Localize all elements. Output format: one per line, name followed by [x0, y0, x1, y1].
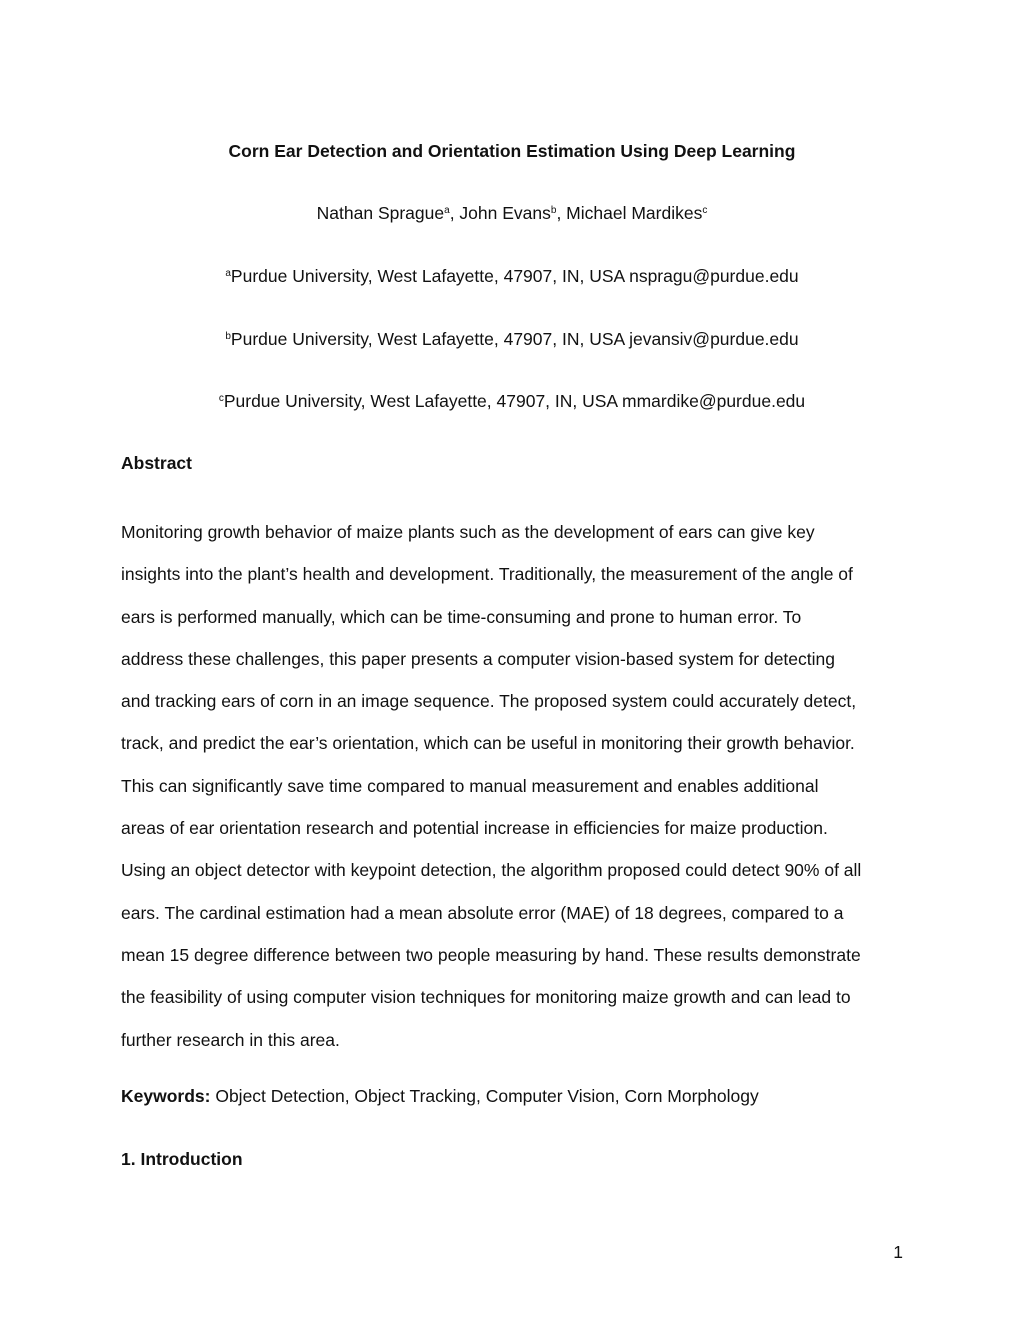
- author-separator: ,: [556, 203, 567, 223]
- page-number: 1: [893, 1242, 903, 1262]
- author-name: John Evans: [459, 203, 551, 223]
- author-name: Nathan Sprague: [316, 203, 445, 223]
- affiliation-text: Purdue University, West Lafayette, 47907, IN, USA nspragu@purdue.edu: [230, 266, 799, 286]
- abstract-line: the feasibility of using computer vision techniques for monitoring maize growth and can lead to: [121, 987, 851, 1008]
- affiliation-mark: c: [218, 393, 224, 404]
- abstract-body: [121, 511, 911, 1061]
- abstract-line: This can significantly save time compared to manual measurement and enables additional: [121, 775, 819, 796]
- abstract-heading: Abstract: [121, 453, 192, 473]
- abstract-line: track, and predict the ear’s orientation, which can be useful in monitoring their growth behavior.: [121, 733, 855, 754]
- abstract-line: Monitoring growth behavior of maize plants such as the development of ears can give key: [121, 522, 815, 542]
- author-separator: ,: [449, 203, 460, 223]
- paper-title: Corn Ear Detection and Orientation Estimation Using Deep Learning: [228, 141, 796, 161]
- abstract-line: ears is performed manually, which can be time-consuming and prone to human error. To: [121, 606, 802, 627]
- abstract-line: ears. The cardinal estimation had a mean absolute error (MAE) of 18 degrees, compared to a: [121, 902, 844, 923]
- abstract-line: address these challenges, this paper presents a computer vision-based system for detecting: [121, 648, 835, 669]
- abstract-line: insights into the plant’s health and development. Traditionally, the measurement of the angle of: [121, 564, 853, 585]
- affiliation-mark: a: [225, 268, 231, 279]
- author-affiliation-mark: a: [444, 205, 450, 216]
- abstract-line: areas of ear orientation research and potential increase in efficiencies for maize production.: [121, 818, 828, 839]
- affiliation-a: [0, 264, 1024, 288]
- abstract-line: Using an object detector with keypoint detection, the algorithm proposed could detect 90% of all: [121, 860, 862, 881]
- keywords-line: [121, 1084, 759, 1108]
- abstract-line: mean 15 degree difference between two people measuring by hand. These results demonstrate: [121, 944, 861, 965]
- affiliation-text: Purdue University, West Lafayette, 47907, IN, USA mmardike@purdue.edu: [223, 391, 806, 411]
- keywords-text: Object Detection, Object Tracking, Computer Vision, Corn Morphology: [210, 1086, 759, 1106]
- affiliation-text: Purdue University, West Lafayette, 47907, IN, USA jevansiv@purdue.edu: [230, 329, 799, 349]
- affiliation-b: [0, 327, 1024, 351]
- introduction-heading: 1. Introduction: [121, 1149, 243, 1169]
- author-line: [0, 201, 1024, 225]
- abstract-line: and tracking ears of corn in an image sequence. The proposed system could accurately detect,: [121, 691, 857, 712]
- abstract-line: further research in this area.: [121, 1029, 340, 1050]
- affiliation-mark: b: [225, 331, 231, 342]
- affiliation-c: [0, 389, 1024, 413]
- author-affiliation-mark: b: [550, 205, 557, 216]
- keywords-label: Keywords:: [121, 1086, 211, 1106]
- author-affiliation-mark: c: [702, 205, 708, 216]
- author-name: Michael Mardikes: [566, 203, 703, 223]
